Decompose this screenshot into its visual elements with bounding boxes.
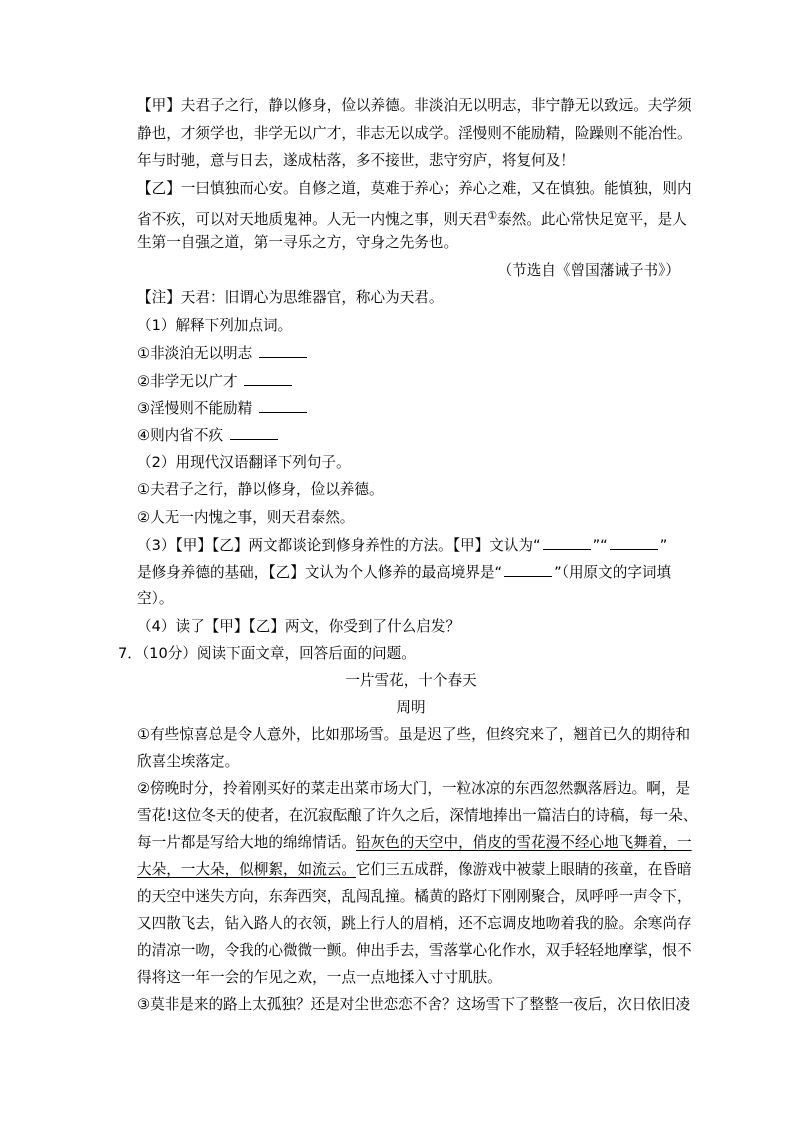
question-3-line-2: 是修身养德的基础，【乙】文认为个人修养的最高境界是“ ”（用原文的字词填: [137, 564, 672, 581]
footnote-marker: ①: [487, 209, 498, 222]
text-b-line-3: 生第一自强之道，第一寻乐之方，守身之先务也。: [137, 234, 459, 251]
underlined-sentence: 大朵，一大朵，似柳絮，如流云。: [137, 861, 356, 878]
question-1-item: ②非学无以广才: [137, 371, 685, 393]
article-paragraph-2-line-3: 每一片都是写给大地的绵绵情话。铅灰色的天空中，俏皮的雪花漫不经心地飞舞着，一: [137, 834, 692, 851]
text-b-line-1: 【乙】一曰慎独而心安。自修之道，莫难于养心；养心之难，又在慎独。能慎独，则内: [137, 180, 692, 197]
text-a-line-2: 静也，才须学也，非学无以广才，非志无以成学。淫慢则不能励精，险躁则不能冶性。: [137, 125, 692, 142]
answer-blank[interactable]: [543, 535, 591, 550]
text-a-line-3: 年与时驰，意与日去，遂成枯落，多不接世，悲守穷庐，将复何及！: [137, 152, 575, 169]
question-1-item: ③淫慢则不能励精: [137, 398, 685, 420]
article-paragraph-1-line-2: 欣喜尘埃落定。: [137, 753, 240, 770]
article-paragraph-2-line-5: 的天空中迷失方向，东奔西突，乱闯乱撞。橘黄的路灯下刚刚聚合，凤呼呼一声令下，: [137, 888, 692, 905]
question-4: （4）读了【甲】【乙】两文，你受到了什么启发？: [137, 618, 461, 635]
question-1-title: （1）解释下列加点词。: [137, 317, 293, 334]
question-2-item: ①夫君子之行，静以修身，俭以养德。: [137, 481, 384, 498]
source-citation: （节选自《曾国藩诫子书》）: [497, 262, 680, 279]
question-2-item: ②人无一内愧之事，则天君泰然。: [137, 509, 355, 526]
answer-blank[interactable]: [504, 562, 552, 577]
question-1-item: ④则内省不疚: [137, 425, 685, 447]
article-paragraph-2-line-7: 的清凉一吻，令我的心微微一颤。伸出手去，雪落掌心化作水，双手轻轻地摩挲，恨不: [137, 942, 692, 959]
text-b-line-2: [137, 206, 685, 228]
article-paragraph-2-line-1: ②傍晚时分，拎着刚买好的菜走出菜市场大门，一粒冰凉的东西忽然飘落唇边。啊，是: [137, 780, 691, 797]
answer-blank[interactable]: [230, 425, 278, 440]
text-b-line-2-pre: 省不疚，可以对天地质鬼神。人无一内愧之事，则天君: [137, 211, 488, 228]
question-3-line-3: 空）。: [137, 590, 174, 607]
answer-blank[interactable]: [610, 535, 658, 550]
article-paragraph-3-line-1: ③莫非是来的路上太孤独？还是对尘世恋恋不舍？这场雪下了整整一夜后，次日依旧凌: [137, 996, 691, 1013]
answer-blank[interactable]: [244, 371, 292, 386]
article-title: 一片雪花，十个春天: [345, 672, 477, 689]
article-paragraph-2-line-8: 得将这一年一会的乍见之欢，一点一点地揉入寸寸肌肤。: [137, 969, 502, 986]
question-3-line-1: （3）【甲】【乙】两文都谈论到修身养性的方法。【甲】文认为“ ”“ ”: [137, 537, 668, 554]
article-paragraph-2-line-4: 大朵，一大朵，似柳絮，如流云。它们三五成群，像游戏中被蒙上眼睛的孩童，在昏暗: [137, 861, 692, 878]
text-a-line-1: 【甲】夫君子之行，静以修身，俭以养德。非淡泊无以明志，非宁静无以致远。夫学须: [137, 97, 692, 114]
article-paragraph-2-line-2: 雪花!这位冬天的使者，在沉寂酝酿了许久之后，深情地捧出一篇洁白的诗稿，每一朵、: [137, 807, 698, 824]
annotation-note: 【注】天君：旧谓心为思维器官，称心为天君。: [137, 289, 444, 306]
article-paragraph-1-line-1: ①有些惊喜总是令人意外，比如那场雪。虽是迟了些，但终究来了，翘首已久的期待和: [137, 726, 691, 743]
question-1-item: ①非淡泊无以明志: [137, 343, 685, 365]
question-7-heading: 7．（10分）阅读下面文章，回答后面的问题。: [118, 645, 416, 662]
underlined-sentence: 铅灰色的天空中，俏皮的雪花漫不经心地飞舞着，一: [355, 834, 692, 851]
question-2-title: （2）用现代汉语翻译下列句子。: [137, 454, 351, 471]
article-paragraph-2-line-6: 又四散飞去，钻入路人的衣领，跳上行人的眉梢，还不忘调皮地吻着我的脸。余寒尚存: [137, 915, 692, 932]
text-b-line-2-post: 泰然。此心常快足宽平，是人: [497, 211, 687, 228]
answer-blank[interactable]: [259, 398, 307, 413]
answer-blank[interactable]: [259, 343, 307, 358]
article-author: 周明: [396, 699, 426, 716]
